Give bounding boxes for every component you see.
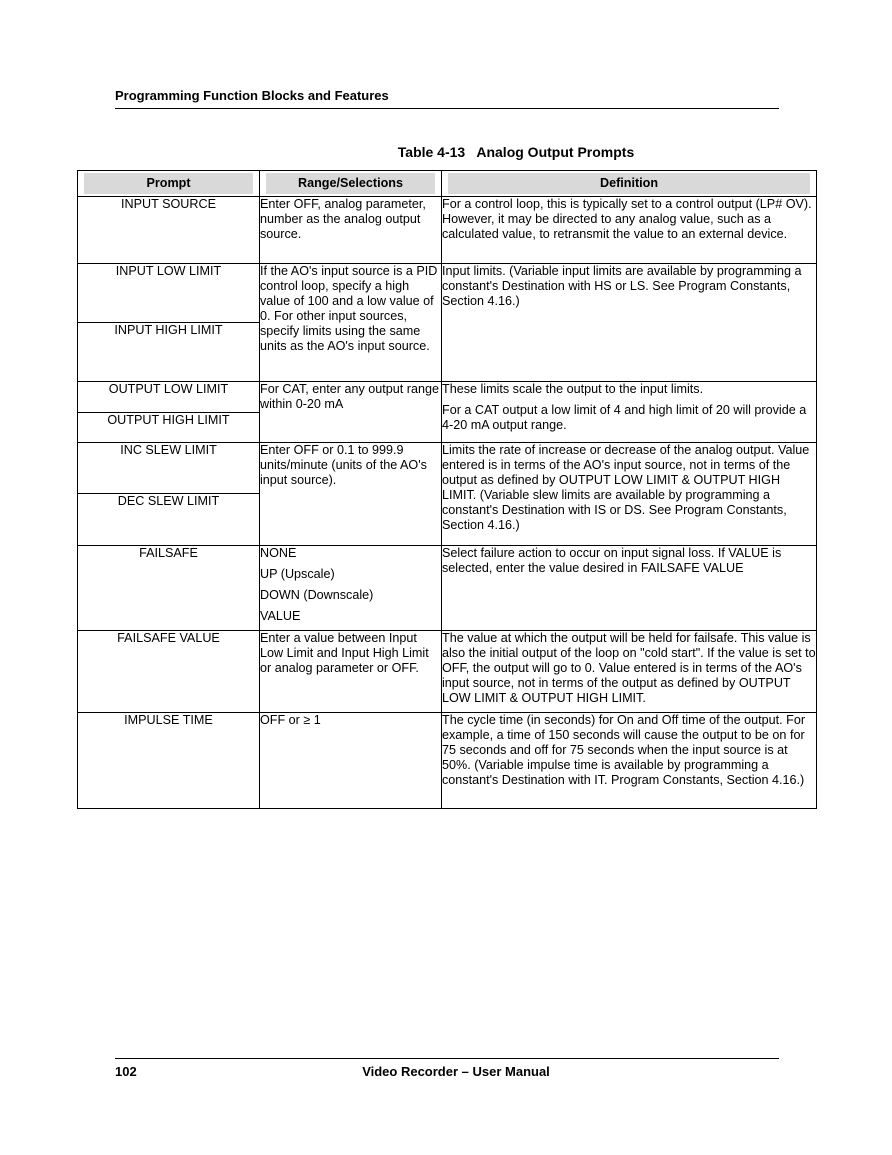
footer-title bbox=[0, 1064, 892, 1079]
analog-output-prompts-table bbox=[77, 170, 817, 809]
failsafe-option-up: UP (Upscale) bbox=[260, 567, 335, 581]
table-row bbox=[78, 713, 817, 809]
table-caption-text: Table 4-13 Analog Output Prompts bbox=[397, 144, 635, 160]
section-header: Programming Function Blocks and Features bbox=[115, 88, 389, 103]
table-caption bbox=[0, 144, 892, 160]
table-row bbox=[78, 546, 817, 631]
failsafe-option-down: DOWN (Downscale) bbox=[260, 588, 374, 602]
definition-failsafe-value: The value at which the output will be held for failsafe. This value is also the initial output of the loop on "cold start". If the value is set to OFF, the output will go to 0. Value entered is in terms of the AO's input source, not in terms of the output as defined by OUTPUT LOW LIMIT & OUTPUT HIGH LIMIT. bbox=[442, 631, 817, 713]
table-row bbox=[78, 631, 817, 713]
range-input-source: Enter OFF, analog parameter, number as the analog output source. bbox=[260, 197, 442, 264]
prompt-dec-slew-limit: DEC SLEW LIMIT bbox=[78, 494, 260, 546]
table-row bbox=[78, 264, 817, 323]
page-number: 102 bbox=[115, 1064, 137, 1079]
prompt-failsafe-value: FAILSAFE VALUE bbox=[78, 631, 260, 713]
column-header-definition: Definition bbox=[442, 171, 817, 197]
footer-rule bbox=[115, 1058, 779, 1059]
prompt-output-low-limit: OUTPUT LOW LIMIT bbox=[78, 382, 260, 413]
range-impulse-time: OFF or ≥ 1 bbox=[260, 713, 442, 809]
range-input-limits: If the AO's input source is a PID control loop, specify a high value of 100 and a low value of 0. For other input sources, specify limits using the same units as the AO's input source. bbox=[260, 264, 442, 382]
failsafe-option-none: NONE bbox=[260, 546, 297, 560]
column-header-prompt: Prompt bbox=[78, 171, 260, 197]
definition-impulse-time: The cycle time (in seconds) for On and Off time of the output. For example, a time of 150 seconds will cause the output to be on for 75 seconds and off for 75 seconds when the input source is at 50%. (Variable impulse time is available by programming a constant's Destination with IT. Program Constants, Section 4.16.) bbox=[442, 713, 817, 809]
prompt-output-high-limit: OUTPUT HIGH LIMIT bbox=[78, 413, 260, 443]
prompt-input-high-limit: INPUT HIGH LIMIT bbox=[78, 323, 260, 382]
range-failsafe bbox=[260, 546, 442, 631]
definition-slew-limits: Limits the rate of increase or decrease of the analog output. Value entered is in terms of the AO's input source, not in terms of the output as defined by OUTPUT LOW LIMIT & OUTPUT HIGH LIMIT. (Variable slew limits are available by programming a constant's Destination with IS or DS. See Program Constants, Section 4.16.) bbox=[442, 443, 817, 546]
definition-output-limits-p2: For a CAT output a low limit of 4 and high limit of 20 will provide a 4-20 mA output range. bbox=[442, 403, 807, 432]
range-slew-limits: Enter OFF or 0.1 to 999.9 units/minute (units of the AO's input source). bbox=[260, 443, 442, 546]
prompt-input-source: INPUT SOURCE bbox=[78, 197, 260, 264]
table-row bbox=[78, 443, 817, 494]
range-output-limits: For CAT, enter any output range within 0-20 mA bbox=[260, 382, 442, 443]
range-failsafe-value: Enter a value between Input Low Limit and Input High Limit or analog parameter or OFF. bbox=[260, 631, 442, 713]
definition-input-source: For a control loop, this is typically set to a control output (LP# OV). However, it may be directed to any analog value, such as a calculated value, to retransmit the value to an external device. bbox=[442, 197, 817, 264]
prompt-input-low-limit: INPUT LOW LIMIT bbox=[78, 264, 260, 323]
definition-output-limits-p1: These limits scale the output to the input limits. bbox=[442, 382, 704, 396]
manual-title: Video Recorder – User Manual bbox=[362, 1064, 550, 1079]
header-rule bbox=[115, 108, 779, 109]
table-header-row bbox=[78, 171, 817, 197]
column-header-range: Range/Selections bbox=[260, 171, 442, 197]
failsafe-option-value: VALUE bbox=[260, 609, 301, 623]
definition-failsafe: Select failure action to occur on input signal loss. If VALUE is selected, enter the value desired in FAILSAFE VALUE bbox=[442, 546, 817, 631]
prompt-failsafe: FAILSAFE bbox=[78, 546, 260, 631]
prompt-inc-slew-limit: INC SLEW LIMIT bbox=[78, 443, 260, 494]
table-row bbox=[78, 382, 817, 413]
prompt-impulse-time: IMPULSE TIME bbox=[78, 713, 260, 809]
table-row bbox=[78, 197, 817, 264]
definition-input-limits: Input limits. (Variable input limits are available by programming a constant's Destination with HS or LS. See Program Constants, Section 4.16.) bbox=[442, 264, 817, 382]
definition-output-limits bbox=[442, 382, 817, 443]
